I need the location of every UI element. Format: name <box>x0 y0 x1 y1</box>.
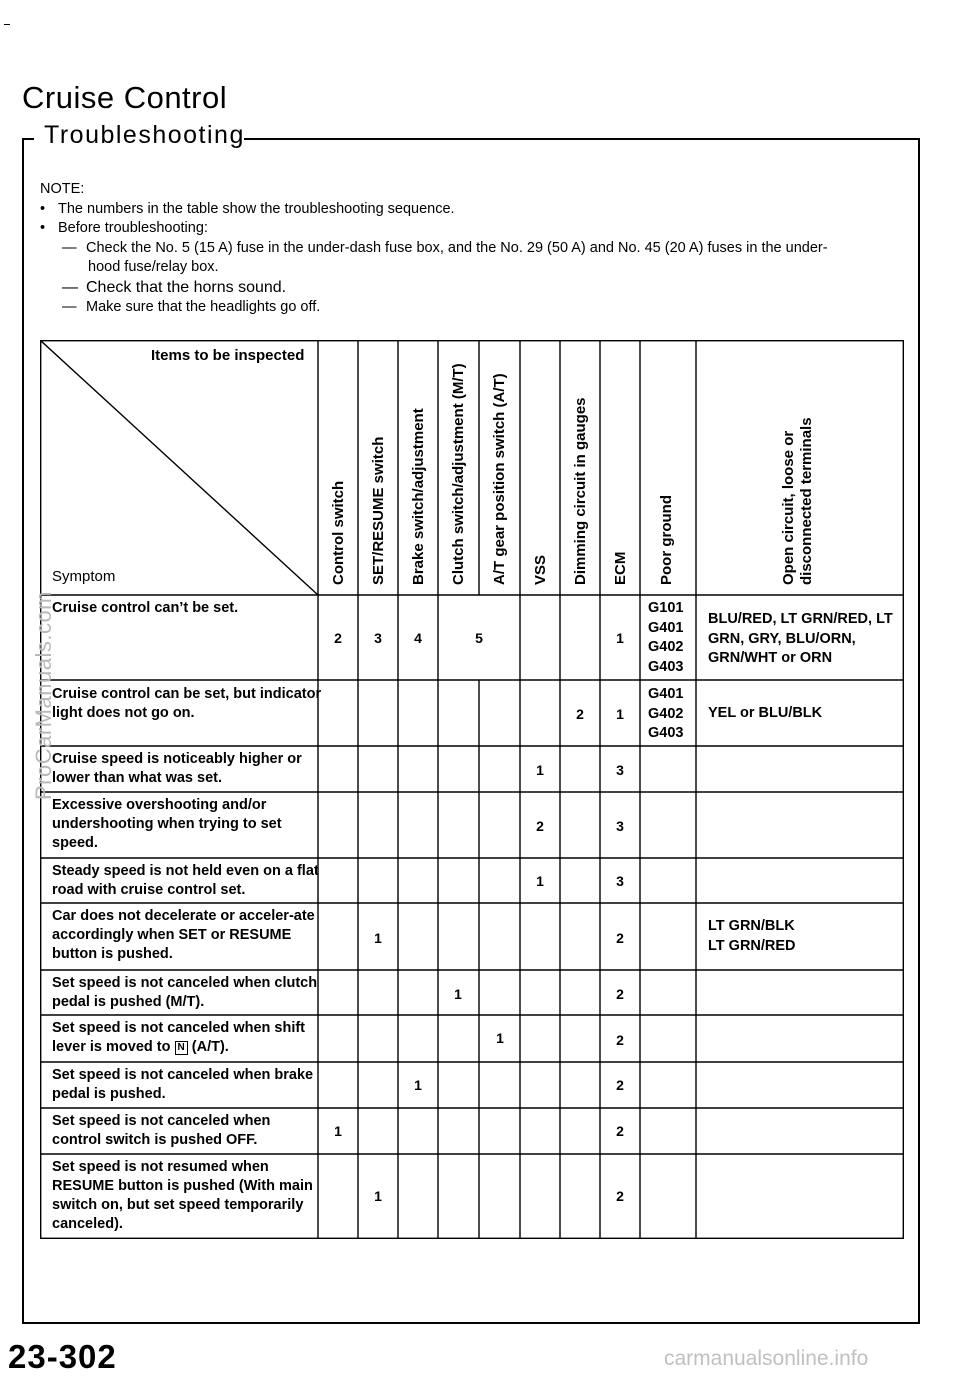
col-header-set-resume-switch: SET/RESUME switch <box>370 436 387 585</box>
terminals-cell: BLU/RED, LT GRN/RED, LT GRN, GRY, BLU/ORN, GRN/WHT or ORN <box>708 611 893 666</box>
symptom-cell: Set speed is not resumed when RESUME button is pushed (With main switch on, but set speed temporarily canceled). <box>52 1159 313 1232</box>
note-bullet: • Before troubleshooting: <box>40 220 208 237</box>
sequence-number: 2 <box>536 818 544 834</box>
col-header-open-circuit: Open circuit, loose or <box>780 430 797 585</box>
col-header-poor-ground: Poor ground <box>658 495 675 585</box>
neutral-position-box: N <box>175 1041 188 1055</box>
symptom-cell: Set speed is not canceled when brake pedal is pushed. <box>52 1067 314 1102</box>
note-dash-text: Check that the horns sound. <box>86 278 287 296</box>
sequence-number: 1 <box>536 762 544 778</box>
note-bullet-text: The numbers in the table show the troubleshooting sequence. <box>58 200 455 217</box>
sequence-number: 1 <box>374 930 382 946</box>
corner-mark <box>4 24 10 25</box>
sequence-number: 1 <box>454 986 462 1002</box>
sequence-number: 4 <box>414 630 422 646</box>
symptom-cell: Set speed is not canceled when control switch is pushed OFF. <box>52 1113 271 1148</box>
sequence-number: 1 <box>496 1030 504 1046</box>
note-dash-text: Make sure that the headlights go off. <box>86 298 321 315</box>
symptom-cell: Steady speed is not held even on a flat road with cruise control set. <box>52 863 319 898</box>
page-number: 23-302 <box>8 1338 117 1375</box>
symptom-cell <box>52 1019 322 1057</box>
note-bullet: • The numbers in the table show the troubleshooting sequence. <box>40 200 455 217</box>
ground-cell: G401 G402 G403 <box>648 686 684 741</box>
terminals-cell: YEL or BLU/BLK <box>708 705 823 721</box>
symptom-cell: Cruise control can’t be set. <box>52 600 239 616</box>
section-rule <box>244 138 920 140</box>
sequence-number: 2 <box>334 630 342 646</box>
section-title: Troubleshooting <box>44 121 245 149</box>
symptom-label: Symptom <box>52 568 116 585</box>
col-header-vss: VSS <box>532 554 549 585</box>
sequence-number: 2 <box>616 1032 624 1048</box>
sequence-number: 3 <box>616 762 624 778</box>
note-dash-text: Check the No. 5 (15 A) fuse in the under-dash fuse box, and the No. 29 (50 A) and No. 45 (20 A) fuses in the under- <box>86 239 828 256</box>
watermark-side: ProCarManuals.com <box>31 590 56 800</box>
col-header-clutch-switch: Clutch switch/adjustment (M/T) <box>450 363 467 585</box>
symptom-text: Set speed is not canceled when shift lever is moved to <box>52 1020 306 1055</box>
sequence-number: 3 <box>616 873 624 889</box>
sequence-number: 1 <box>616 706 624 722</box>
note-dash: — Check the No. 5 (15 A) fuse in the under-dash fuse box, and the No. 29 (50 A) and No. 45 (20 A) fuses in the under- <box>62 239 828 256</box>
sequence-number: 2 <box>616 1188 624 1204</box>
symptom-cell: Cruise speed is noticeably higher or lower than what was set. <box>52 751 302 786</box>
notes-block <box>40 180 910 317</box>
note-label: NOTE: <box>40 181 85 197</box>
sequence-number: 2 <box>616 930 624 946</box>
frame-border-left <box>22 138 24 1324</box>
col-header-ecm: ECM <box>612 551 629 585</box>
ground-cell: G101 G401 G402 G403 <box>648 600 684 675</box>
watermark-bottom: carmanualsonline.info <box>664 1347 869 1370</box>
sequence-number: 1 <box>414 1077 422 1093</box>
note-dash: — Make sure that the headlights go off. <box>62 298 321 315</box>
troubleshooting-table <box>40 340 904 1239</box>
col-header-brake-switch: Brake switch/adjustment <box>410 408 427 585</box>
terminals-cell: LT GRN/BLK LT GRN/RED <box>708 918 796 954</box>
items-to-be-inspected-label: Items to be inspected <box>151 347 305 364</box>
sequence-number: 2 <box>616 986 624 1002</box>
symptom-cell: Set speed is not canceled when clutch pedal is pushed (M/T). <box>52 975 318 1010</box>
table-grid <box>40 340 904 1239</box>
symptom-cell: Car does not decelerate or acceler-ate accordingly when SET or RESUME button is pushed. <box>52 908 315 962</box>
col-header-at-gear-switch: A/T gear position switch (A/T) <box>491 373 508 585</box>
sequence-number: 1 <box>536 873 544 889</box>
sequence-number: 5 <box>475 630 483 646</box>
sequence-number: 3 <box>374 630 382 646</box>
page-title: Cruise Control <box>22 80 228 115</box>
symptom-cell: Cruise control can be set, but indicator light does not go on. <box>52 686 322 721</box>
col-header-dimming-circuit: Dimming circuit in gauges <box>572 397 589 585</box>
col-header-open-circuit-line2: disconnected terminals <box>798 417 815 585</box>
note-dash-continued: hood fuse/relay box. <box>88 259 219 276</box>
sequence-number: 2 <box>616 1123 624 1139</box>
sequence-number: 1 <box>374 1188 382 1204</box>
note-bullet-text: Before troubleshooting: <box>58 220 208 237</box>
sequence-number: 3 <box>616 818 624 834</box>
sequence-number: 1 <box>334 1123 342 1139</box>
symptom-cell: Excessive overshooting and/or undershooting when trying to set speed. <box>52 797 282 851</box>
sequence-number: 1 <box>616 630 624 646</box>
sequence-number: 2 <box>616 1077 624 1093</box>
note-dash: — Check that the horns sound. <box>62 278 287 296</box>
frame-border-right <box>918 138 920 1324</box>
symptom-text: (A/T). <box>191 1039 229 1055</box>
col-header-control-switch: Control switch <box>330 480 347 585</box>
frame-border-bottom <box>22 1322 920 1324</box>
sequence-number: 2 <box>576 706 584 722</box>
